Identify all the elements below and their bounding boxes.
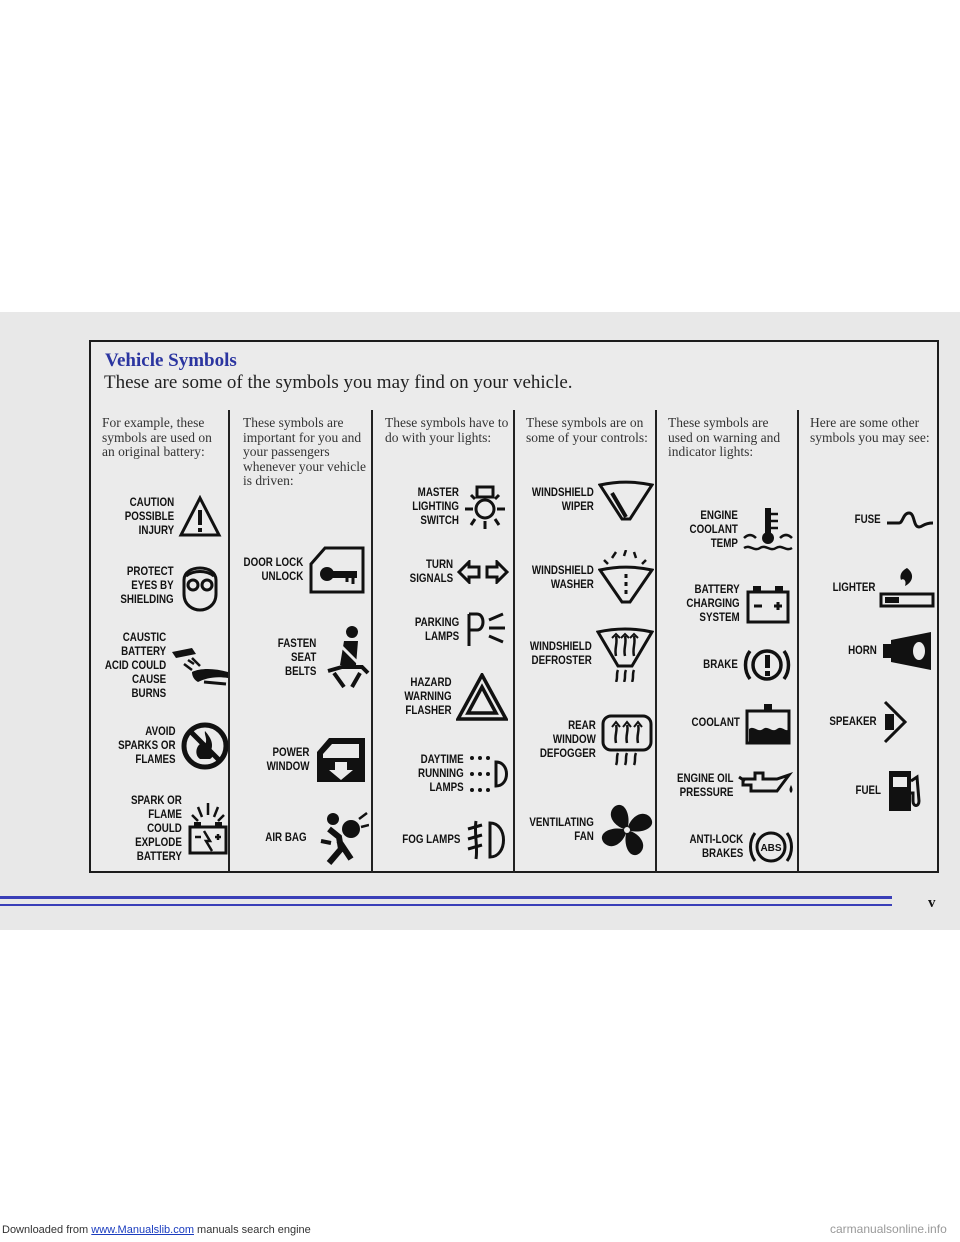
rear-defogger-icon [600, 713, 654, 767]
seat-belt-icon [320, 625, 372, 691]
symbol-label: POWER WINDOW [266, 747, 309, 773]
symbol-door-lock [232, 542, 367, 598]
page-title: Vehicle Symbols [105, 350, 237, 371]
symbol-power-window [232, 732, 369, 788]
symbol-caution [92, 492, 222, 542]
daytime-lamp-icon [468, 752, 510, 796]
turn-signal-icon [457, 560, 509, 584]
symbol-speaker [801, 700, 909, 744]
power-window-icon [313, 734, 369, 786]
page-subtitle: These are some of the symbols you may find on your vehicle. [104, 372, 573, 393]
download-prefix: Downloaded from [2, 1224, 92, 1236]
symbol-turn-signals [375, 555, 509, 589]
coolant-temp-icon [742, 506, 794, 554]
symbol-label: SPEAKER [829, 716, 877, 728]
symbol-label: CAUSTIC BATTERY ACID COULD CAUSE BURNS [104, 632, 166, 700]
symbol-label: COOLANT [691, 717, 740, 729]
symbol-label: FUSE [854, 514, 881, 526]
column-divider [797, 410, 799, 873]
battery-explode-icon [186, 801, 230, 857]
symbol-fuel [801, 766, 925, 816]
symbol-fog-lamps [375, 816, 510, 864]
column-intro: Here are some other symbols you may see: [810, 415, 930, 445]
symbol-label: CAUTION POSSIBLE INJURY [124, 497, 174, 537]
symbol-engine-coolant-temp [659, 505, 794, 555]
symbol-daytime-running [375, 748, 510, 800]
watermark: carmanualsonline.info [830, 1222, 947, 1236]
horn-icon [881, 630, 935, 672]
symbol-windshield-defroster [518, 625, 654, 683]
symbol-windshield-wiper [518, 475, 654, 525]
column-divider [513, 410, 515, 873]
lighter-icon [879, 566, 935, 610]
speaker-icon [881, 700, 909, 744]
fuel-pump-icon [885, 767, 925, 815]
door-key-icon [307, 544, 367, 596]
symbol-label: ANTI-LOCK BRAKES [689, 834, 743, 860]
caution-triangle-icon [178, 495, 222, 539]
parking-lamp-icon [463, 610, 507, 650]
symbol-label: HAZARD WARNING FLASHER [404, 677, 452, 717]
symbol-label: PARKING LAMPS [414, 617, 459, 643]
symbol-hazard-warning [375, 672, 508, 722]
symbol-no-flames [92, 720, 230, 772]
brake-icon [742, 643, 792, 687]
symbol-label: ENGINE OIL PRESSURE [676, 773, 733, 799]
symbol-label: VENTILATING FAN [529, 817, 594, 843]
symbol-seat-belt [232, 622, 372, 694]
symbol-label: FOG LAMPS [401, 834, 460, 846]
symbol-air-bag [232, 810, 369, 865]
symbol-coolant [659, 700, 792, 746]
symbol-caustic-acid [92, 630, 232, 702]
symbol-protect-eyes [92, 558, 222, 613]
symbol-horn [801, 628, 935, 674]
hand-acid-icon [170, 644, 232, 688]
symbol-label: WINDSHIELD WIPER [532, 487, 594, 513]
air-bag-icon [311, 811, 369, 865]
symbol-anti-lock-brakes [659, 825, 795, 869]
symbol-label: AIR BAG [265, 831, 307, 844]
washer-icon [598, 550, 654, 606]
column-intro: These symbols are used on warning and indicator lights: [668, 415, 781, 459]
symbol-label: HORN [848, 645, 877, 657]
symbol-fuse [801, 505, 935, 535]
coolant-icon [744, 701, 792, 745]
symbol-label: PROTECT EYES BY SHIELDING [120, 565, 174, 606]
column-intro: These symbols have to do with your lights: [385, 415, 509, 445]
symbol-battery-charging [659, 580, 792, 628]
svg-text:ABS: ABS [760, 843, 782, 854]
download-suffix: manuals search engine [193, 1224, 311, 1236]
page-number: v [928, 895, 936, 911]
symbol-label: BRAKE [703, 659, 738, 671]
download-note [2, 1224, 311, 1236]
abs-icon [747, 826, 795, 868]
fan-icon [598, 801, 656, 859]
symbol-label: LIGHTER [832, 582, 875, 594]
symbol-label: MASTER LIGHTING SWITCH [412, 487, 459, 527]
symbol-label: ENGINE COOLANT TEMP [689, 510, 738, 550]
symbol-parking-lamps [375, 610, 507, 650]
oil-can-icon [737, 769, 795, 803]
symbol-engine-oil-pressure [659, 764, 795, 808]
column-intro: These symbols are important for you and your passengers whenever your vehicle is driven: [243, 415, 366, 488]
symbol-label: TURN SIGNALS [409, 559, 453, 585]
wiper-icon [598, 479, 654, 521]
symbol-battery-explode [92, 793, 230, 865]
symbol-windshield-washer [518, 548, 654, 608]
face-goggles-icon [178, 560, 222, 612]
column-intro: These symbols are on some of your controls: [526, 415, 648, 445]
symbol-rear-defogger [518, 712, 654, 768]
footer-rule-bottom [0, 904, 892, 906]
footer-rule-top [0, 896, 892, 899]
hazard-triangle-icon [456, 673, 508, 721]
symbol-label: SPARK OR FLAME COULD EXPLODE BATTERY [131, 795, 182, 863]
no-flame-icon [180, 721, 230, 771]
symbol-label: WINDSHIELD WASHER [532, 565, 594, 591]
fog-lamp-icon [464, 817, 510, 863]
symbol-label: DOOR LOCK UNLOCK [243, 557, 303, 583]
manualslib-link[interactable]: www.Manualslib.com [91, 1224, 194, 1236]
master-light-icon [463, 481, 507, 533]
battery-charge-icon [744, 584, 792, 624]
symbol-label: AVOID SPARKS OR FLAMES [118, 726, 176, 766]
symbol-label: FUEL [855, 785, 881, 797]
symbol-master-lighting [375, 478, 507, 536]
symbol-brake [659, 642, 792, 688]
defroster-icon [596, 626, 654, 682]
symbol-label: REAR WINDOW DEFOGGER [540, 720, 596, 760]
symbol-lighter [801, 564, 935, 612]
symbol-ventilating-fan [518, 800, 656, 860]
column-intro: For example, these symbols are used on an original battery: [102, 415, 212, 459]
symbol-label: WINDSHIELD DEFROSTER [530, 641, 592, 667]
symbol-label: DAYTIME RUNNING LAMPS [418, 754, 464, 794]
fuse-icon [885, 509, 935, 531]
symbol-label: BATTERY CHARGING SYSTEM [686, 584, 740, 624]
symbol-label: FASTEN SEAT BELTS [277, 638, 316, 678]
